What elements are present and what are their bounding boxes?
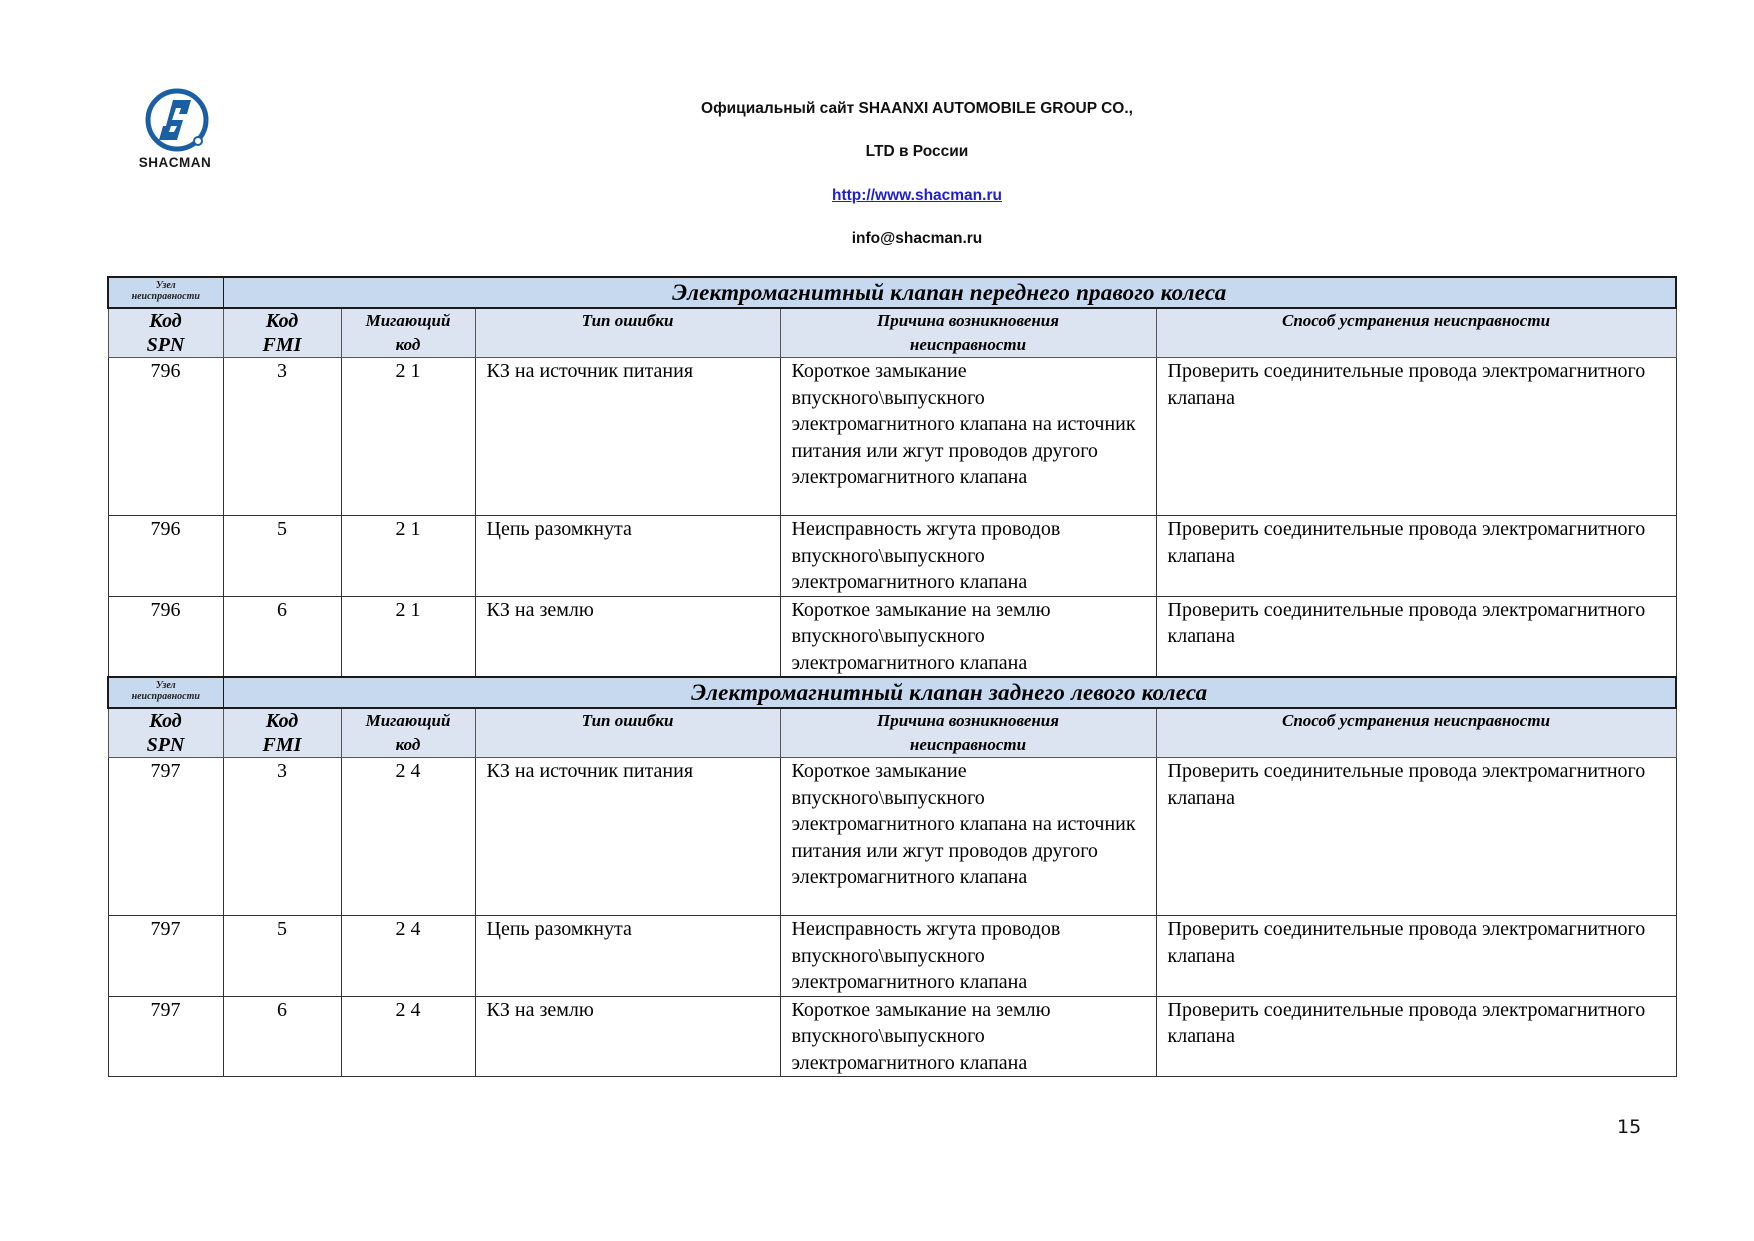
fix-cell: Проверить соединительные провода электромагнитного клапана (1156, 996, 1676, 1077)
col-header-blink: Мигающий код (341, 308, 475, 358)
blink-cell: 2 4 (341, 996, 475, 1077)
cause-cell: Короткое замыкание на землю впускного\выпускного электромагнитного клапана (780, 996, 1156, 1077)
col-header-fmi: Код FMI (223, 708, 341, 758)
error-type-cell: Цепь разомкнута (475, 916, 780, 997)
spn-cell: 796 (108, 516, 223, 597)
header-country-line: LTD в России (865, 143, 969, 160)
spn-cell: 796 (108, 358, 223, 516)
cause-cell: Короткое замыкание впускного\выпускного электромагнитного клапана на источник питания или жгут проводов другого электромагнитного клапана (780, 358, 1156, 516)
spn-cell: 797 (108, 758, 223, 916)
col-header-cause: Причина возникновения неисправности (780, 708, 1156, 758)
col-header-fix: Способ устранения неисправности (1156, 308, 1676, 358)
blink-cell: 2 1 (341, 516, 475, 597)
fix-cell: Проверить соединительные провода электромагнитного клапана (1156, 916, 1676, 997)
email-text: info@shacman.ru (851, 230, 983, 247)
col-header-spn: Код SPN (108, 308, 223, 358)
blink-cell: 2 4 (341, 916, 475, 997)
error-type-cell: КЗ на источник питания (475, 358, 780, 516)
error-type-cell: КЗ на землю (475, 996, 780, 1077)
table-row (108, 516, 1676, 597)
fix-cell: Проверить соединительные провода электромагнитного клапана (1156, 758, 1676, 916)
table-row (108, 758, 1676, 916)
node-label-cell: Узел неисправности (108, 677, 223, 708)
table-row (108, 358, 1676, 516)
cause-cell: Короткое замыкание впускного\выпускного электромагнитного клапана на источник питания или жгут проводов другого электромагнитного клапана (780, 758, 1156, 916)
error-type-cell: КЗ на источник питания (475, 758, 780, 916)
fmi-cell: 3 (223, 358, 341, 516)
fault-table-rear-left (107, 676, 1677, 1077)
table-row (108, 916, 1676, 997)
section-title: Электромагнитный клапан переднего правого колеса (223, 277, 1676, 308)
fmi-cell: 5 (223, 516, 341, 597)
spn-cell: 797 (108, 996, 223, 1077)
section-title: Электромагнитный клапан заднего левого колеса (223, 677, 1676, 708)
col-header-error-type: Тип ошибки (475, 308, 780, 358)
fix-cell: Проверить соединительные провода электромагнитного клапана (1156, 516, 1676, 597)
column-header-row (108, 308, 1676, 358)
col-header-error-type: Тип ошибки (475, 708, 780, 758)
node-label-cell: Узел неисправности (108, 277, 223, 308)
spn-cell: 797 (108, 916, 223, 997)
section-title-row (108, 277, 1676, 308)
fix-cell: Проверить соединительные провода электромагнитного клапана (1156, 358, 1676, 516)
col-header-spn: Код SPN (108, 708, 223, 758)
section-title-row (108, 677, 1676, 708)
fmi-cell: 5 (223, 916, 341, 997)
fault-table-front-right (107, 276, 1677, 677)
cause-cell: Неисправность жгута проводов впускного\выпускного электромагнитного клапана (780, 916, 1156, 997)
spn-cell: 796 (108, 596, 223, 677)
cause-cell: Неисправность жгута проводов впускного\выпускного электромагнитного клапана (780, 516, 1156, 597)
table-row (108, 596, 1676, 677)
page-number: 15 (1617, 1116, 1642, 1138)
col-header-blink: Мигающий код (341, 708, 475, 758)
col-header-cause: Причина возникновения неисправности (780, 308, 1156, 358)
fmi-cell: 6 (223, 596, 341, 677)
logo-text: SHACMAN (138, 155, 212, 170)
table-row (108, 996, 1676, 1077)
website-link[interactable]: http://www.shacman.ru (832, 187, 1002, 204)
col-header-fix: Способ устранения неисправности (1156, 708, 1676, 758)
fmi-cell: 6 (223, 996, 341, 1077)
error-type-cell: КЗ на землю (475, 596, 780, 677)
fix-cell: Проверить соединительные провода электромагнитного клапана (1156, 596, 1676, 677)
header-company-line: Официальный сайт SHAANXI AUTOMOBILE GROUP CO., (701, 100, 1133, 117)
col-header-fmi: Код FMI (223, 308, 341, 358)
blink-cell: 2 1 (341, 596, 475, 677)
error-type-cell: Цепь разомкнута (475, 516, 780, 597)
cause-cell: Короткое замыкание на землю впускного\выпускного электромагнитного клапана (780, 596, 1156, 677)
column-header-row (108, 708, 1676, 758)
fmi-cell: 3 (223, 758, 341, 916)
blink-cell: 2 1 (341, 358, 475, 516)
blink-cell: 2 4 (341, 758, 475, 916)
